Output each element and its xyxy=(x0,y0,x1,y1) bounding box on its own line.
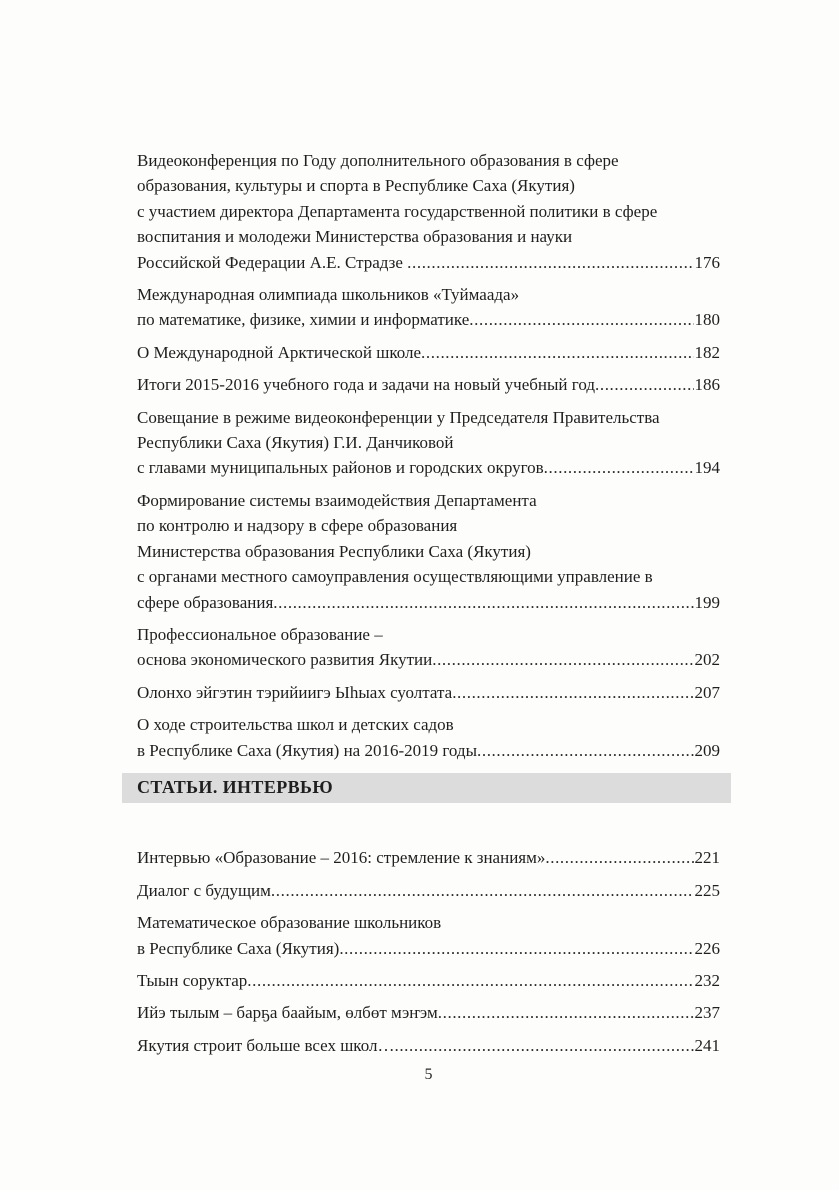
toc-entry-leader-row xyxy=(137,1000,720,1025)
toc-entry-title: по математике, физике, химии и информатике xyxy=(137,310,470,330)
toc-entry-page-number: 221 xyxy=(694,848,720,868)
toc-entry-page-number: 180 xyxy=(694,310,720,330)
dot-leader xyxy=(477,738,694,763)
toc-entry xyxy=(137,1000,720,1025)
toc-entry-line: по контролю и надзору в сфере образования xyxy=(137,516,458,536)
toc-entry-line: Профессиональное образование – xyxy=(137,624,383,644)
toc-entry-page-number: 232 xyxy=(694,970,720,990)
dot-leader xyxy=(544,455,694,480)
toc-entry-line: с участием директора Департамента государственной политики в сфере xyxy=(137,201,658,221)
toc-entry-line: Республики Саха (Якутия) Г.И. Данчиковой xyxy=(137,433,454,453)
dot-leader xyxy=(595,372,694,397)
toc-entry xyxy=(137,910,720,961)
toc-entry-page-number: 202 xyxy=(694,650,720,670)
toc-entry-line: образования, культуры и спорта в Республике Саха (Якутия) xyxy=(137,176,575,196)
toc-entry-title: Тыын соруктар xyxy=(137,970,248,990)
toc-entry-leader-row xyxy=(137,680,720,705)
dot-leader xyxy=(339,936,693,961)
toc-entry-title: в Республике Саха (Якутия) на 2016-2019 годы xyxy=(137,740,477,760)
toc-entry-title: Якутия строит больше всех школ… xyxy=(137,1035,395,1055)
toc-entry-line: Совещание в режиме видеоконференции у Председателя Правительства xyxy=(137,407,660,427)
toc-entry-line: Математическое образование школьников xyxy=(137,913,442,933)
toc-entry-leader-row xyxy=(137,307,720,332)
toc-entry-leader-row xyxy=(137,250,720,275)
toc-entry-leader-row xyxy=(137,647,720,672)
dot-leader xyxy=(407,250,693,275)
toc-entry-leader-row xyxy=(137,878,720,903)
toc-entry-page-number: 209 xyxy=(694,740,720,760)
toc-entry xyxy=(137,405,720,481)
toc-entry-page-number: 176 xyxy=(694,252,720,272)
toc-entry-title: Итоги 2015-2016 учебного года и задачи на новый учебный год xyxy=(137,375,595,395)
toc-entry-title: Олонхо эйгэтин тэрийиигэ Ыһыах суолтата xyxy=(137,682,453,702)
toc-entry-leader-row xyxy=(137,845,720,870)
dot-leader xyxy=(421,340,693,365)
toc-entry xyxy=(137,1033,720,1058)
toc-entry-page-number: 186 xyxy=(694,375,720,395)
toc-entry-title: сфере образования xyxy=(137,592,274,612)
dot-leader xyxy=(438,1000,694,1025)
toc-entry-page-number: 182 xyxy=(694,342,720,362)
toc-entry-page-number: 225 xyxy=(694,880,720,900)
section-header: СТАТЬИ. ИНТЕРВЬЮ xyxy=(122,773,731,803)
toc-entry-page-number: 199 xyxy=(694,592,720,612)
dot-leader xyxy=(432,647,693,672)
toc-entry-title: в Республике Саха (Якутия) xyxy=(137,938,340,958)
toc-entry-line: Формирование системы взаимодействия Департамента xyxy=(137,490,537,510)
dot-leader xyxy=(452,680,693,705)
toc-entry-line: Международная олимпиада школьников «Туймаада» xyxy=(137,285,520,305)
dot-leader xyxy=(247,968,693,993)
toc-entry xyxy=(137,148,720,275)
dot-leader xyxy=(271,878,694,903)
toc-entry-title: Российской Федерации А.Е. Страдзе xyxy=(137,252,408,272)
toc-entry xyxy=(137,845,720,870)
toc-entry-page-number: 194 xyxy=(694,458,720,478)
toc-entry-title: Ийэ тылым – барҕа баайым, өлбөт мэҥэм xyxy=(137,1003,438,1023)
table-of-contents xyxy=(137,148,720,1065)
toc-entry-leader-row xyxy=(137,1033,720,1058)
toc-entry xyxy=(137,968,720,993)
toc-entry-title: с главами муниципальных районов и городских округов xyxy=(137,458,544,478)
toc-entry-title: Диалог с будущим xyxy=(137,880,271,900)
toc-entry-page-number: 207 xyxy=(694,682,720,702)
toc-entry-leader-row xyxy=(137,340,720,365)
toc-entry xyxy=(137,372,720,397)
toc-entry-leader-row xyxy=(137,738,720,763)
toc-entry xyxy=(137,622,720,673)
toc-entry-line: О ходе строительства школ и детских садов xyxy=(137,715,454,735)
toc-entry-leader-row xyxy=(137,455,720,480)
toc-entry xyxy=(137,878,720,903)
dot-leader xyxy=(469,307,693,332)
toc-entry xyxy=(137,282,720,333)
toc-entry-title: О Международной Арктической школе xyxy=(137,342,422,362)
toc-entry-page-number: 226 xyxy=(694,938,720,958)
toc-entry-leader-row xyxy=(137,936,720,961)
toc-entry-title: Интервью «Образование – 2016: стремление к знаниям» xyxy=(137,848,546,868)
toc-entry-title: основа экономического развития Якутии xyxy=(137,650,433,670)
toc-entry-leader-row xyxy=(137,590,720,615)
toc-entry xyxy=(137,712,720,763)
dot-leader xyxy=(545,845,693,870)
toc-entry xyxy=(137,340,720,365)
toc-entry xyxy=(137,680,720,705)
toc-entry-line: с органами местного самоуправления осуществляющими управление в xyxy=(137,567,653,587)
toc-entry xyxy=(137,488,720,615)
toc-entry-leader-row xyxy=(137,372,720,397)
toc-entry-leader-row xyxy=(137,968,720,993)
toc-entry-line: Видеоконференция по Году дополнительного образования в сфере xyxy=(137,151,619,170)
toc-entry-page-number: 237 xyxy=(694,1003,720,1023)
dot-leader xyxy=(394,1033,693,1058)
toc-entry-line: Министерства образования Республики Саха (Якутия) xyxy=(137,541,531,561)
toc-entry-line: воспитания и молодежи Министерства образования и науки xyxy=(137,227,573,247)
page-number: 5 xyxy=(424,1066,433,1083)
dot-leader xyxy=(273,590,693,615)
toc-entry-page-number: 241 xyxy=(694,1035,720,1055)
